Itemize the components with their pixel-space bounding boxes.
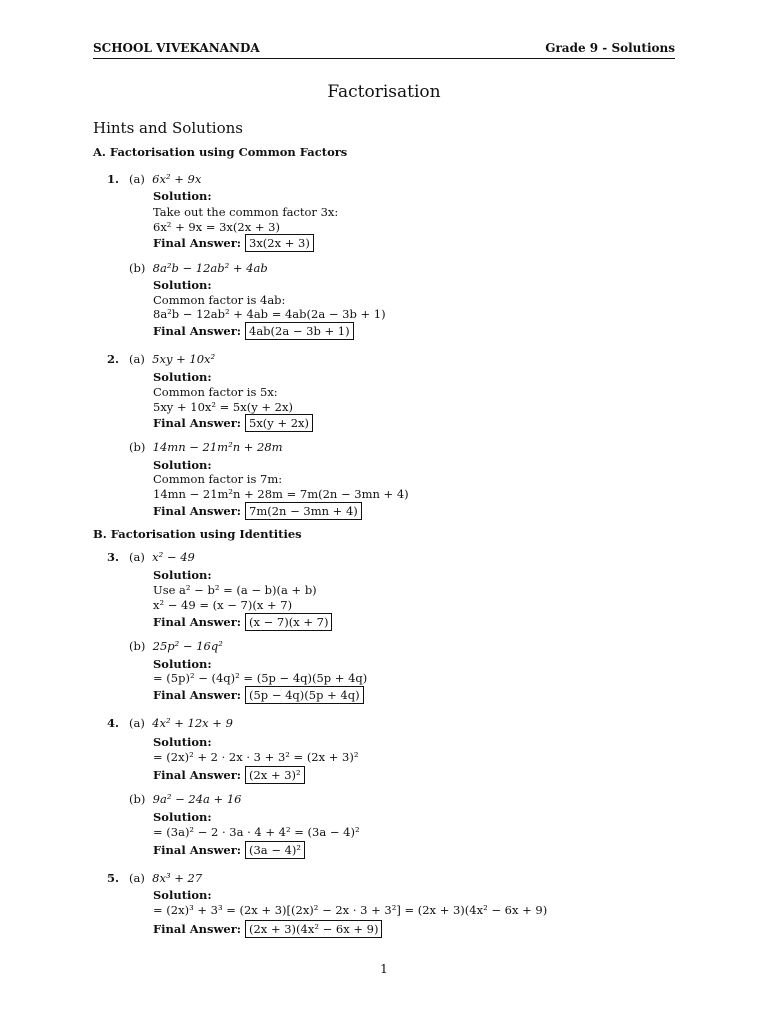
solution-line: = (2x)² + 2 · 2x · 3 + 3² = (2x + 3)²: [153, 750, 359, 764]
solution-line: = (3a)² − 2 · 3a · 4 + 4² = (3a − 4)²: [153, 825, 360, 839]
problem-part: (a) 4x² + 12x + 9: [129, 716, 233, 730]
final-answer: Final Answer: 4ab(2a − 3b + 1): [153, 324, 354, 338]
solution-line: 5xy + 10x² = 5x(y + 2x): [153, 400, 293, 414]
problem-number: 5.: [107, 871, 120, 885]
answer-box: 3x(2x + 3): [245, 234, 314, 252]
section-b-heading: B. Factorisation using Identities: [93, 527, 302, 541]
solution-label: Solution:: [153, 189, 212, 203]
problem-number: 4.: [107, 716, 120, 730]
solution-line: Common factor is 4ab:: [153, 293, 286, 307]
page-header: [93, 40, 675, 59]
solution-label: Solution:: [153, 568, 212, 582]
answer-box: (2x + 3)(4x² − 6x + 9): [245, 920, 382, 938]
solution-line: 14mn − 21m²n + 28m = 7m(2n − 3mn + 4): [153, 487, 409, 501]
final-answer: Final Answer: 5x(y + 2x): [153, 416, 313, 430]
solution-label: Solution:: [153, 370, 212, 384]
problem-part: (a) 8x³ + 27: [129, 871, 203, 885]
problem-part: (a) x² − 49: [129, 550, 195, 564]
answer-box: 7m(2n − 3mn + 4): [245, 502, 362, 520]
problem-part: (b) 25p² − 16q²: [129, 639, 223, 653]
problem-number: 2.: [107, 352, 120, 366]
solution-line: 6x² + 9x = 3x(2x + 3): [153, 220, 280, 234]
problem-part: (b) 9a² − 24a + 16: [129, 792, 242, 806]
school-name: SCHOOL VIVEKANANDA: [93, 41, 260, 55]
problem-part: (b) 14mn − 21m²n + 28m: [129, 440, 283, 454]
problem-part: (a) 5xy + 10x²: [129, 352, 216, 366]
solution-line: Take out the common factor 3x:: [153, 205, 339, 219]
final-answer: Final Answer: (2x + 3)(4x² − 6x + 9): [153, 922, 382, 936]
answer-box: (3a − 4)²: [245, 841, 305, 859]
final-answer: Final Answer: 3x(2x + 3): [153, 236, 314, 250]
solution-label: Solution:: [153, 888, 212, 902]
solution-label: Solution:: [153, 458, 212, 472]
answer-box: (5p − 4q)(5p + 4q): [245, 686, 364, 704]
solution-label: Solution:: [153, 735, 212, 749]
section-a-heading: A. Factorisation using Common Factors: [93, 145, 348, 159]
problem-part: (b) 8a²b − 12ab² + 4ab: [129, 261, 268, 275]
solution-label: Solution:: [153, 810, 212, 824]
answer-box: (2x + 3)²: [245, 766, 305, 784]
solution-line: = (5p)² − (4q)² = (5p − 4q)(5p + 4q): [153, 671, 368, 685]
final-answer: Final Answer: (3a − 4)²: [153, 843, 305, 857]
solution-line: Common factor is 7m:: [153, 472, 283, 486]
solution-line: = (2x)³ + 3³ = (2x + 3)[(2x)² − 2x · 3 + 3²] = (2x + 3)(4x² − 6x + 9): [153, 903, 548, 917]
page-number: 1: [380, 962, 388, 976]
answer-box: 4ab(2a − 3b + 1): [245, 322, 354, 340]
solution-label: Solution:: [153, 657, 212, 671]
solution-label: Solution:: [153, 278, 212, 292]
answer-box: 5x(y + 2x): [245, 414, 313, 432]
final-answer: Final Answer: 7m(2n − 3mn + 4): [153, 504, 362, 518]
solution-line: x² − 49 = (x − 7)(x + 7): [153, 598, 293, 612]
hints-heading: Hints and Solutions: [93, 119, 243, 137]
final-answer: Final Answer: (5p − 4q)(5p + 4q): [153, 688, 364, 702]
problem-number: 1.: [107, 172, 120, 186]
solution-line: 8a²b − 12ab² + 4ab = 4ab(2a − 3b + 1): [153, 307, 386, 321]
solution-line: Common factor is 5x:: [153, 385, 278, 399]
grade-label: Grade 9 - Solutions: [545, 41, 675, 55]
final-answer: Final Answer: (2x + 3)²: [153, 768, 305, 782]
problem-part: (a) 6x² + 9x: [129, 172, 202, 186]
page-title: Factorisation: [327, 82, 441, 102]
problem-number: 3.: [107, 550, 120, 564]
answer-box: (x − 7)(x + 7): [245, 613, 332, 631]
final-answer: Final Answer: (x − 7)(x + 7): [153, 615, 332, 629]
solution-line: Use a² − b² = (a − b)(a + b): [153, 583, 317, 597]
